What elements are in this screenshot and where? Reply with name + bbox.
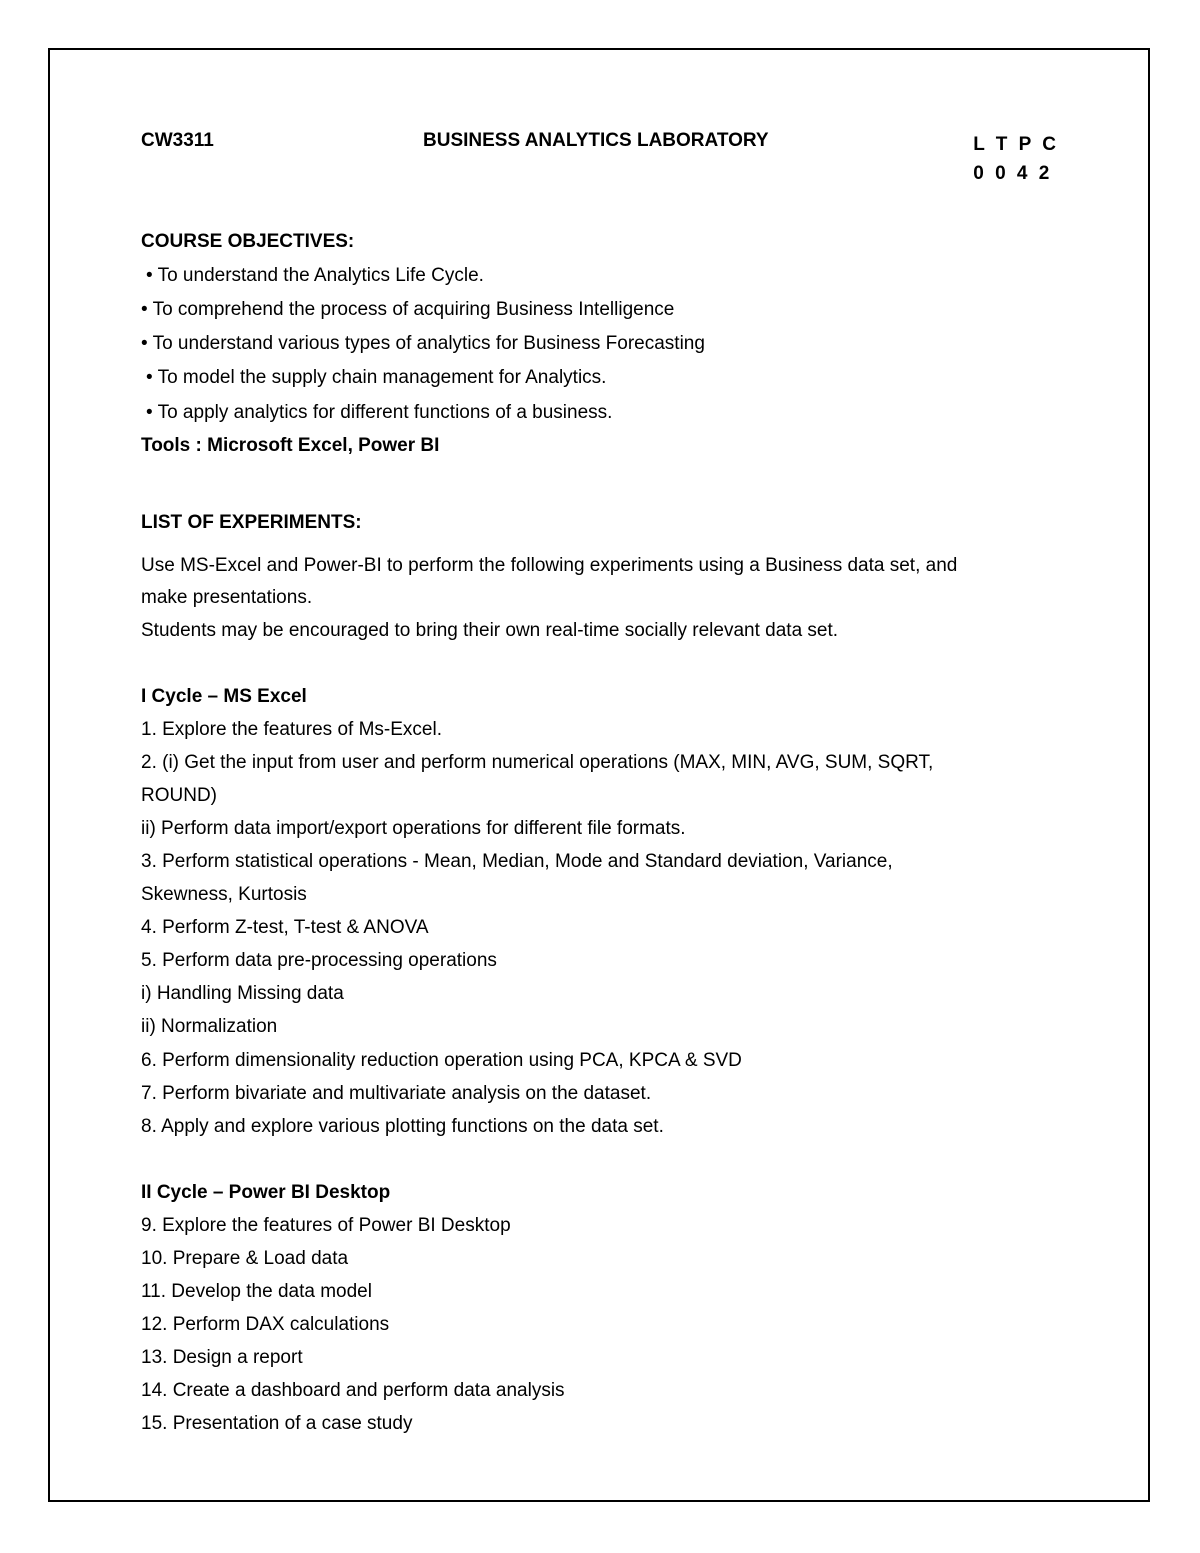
experiment-line: 8. Apply and explore various plotting functions on the data set. (141, 1116, 664, 1137)
experiments-intro: Students may be encouraged to bring their own real-time socially relevant data set. (141, 620, 839, 641)
experiment-line: 6. Perform dimensionality reduction operation using PCA, KPCA & SVD (141, 1050, 742, 1071)
ltpc-labels: L T P C (973, 134, 1059, 155)
tools-line: Tools : Microsoft Excel, Power BI (141, 435, 440, 456)
experiment-line: 9. Explore the features of Power BI Desktop (141, 1215, 511, 1236)
ltpc-block (973, 130, 1059, 188)
experiments-intro: make presentations. (141, 587, 313, 608)
experiment-line: 3. Perform statistical operations - Mean, Median, Mode and Standard deviation, Variance, (141, 851, 893, 872)
experiment-line: 13. Design a report (141, 1347, 303, 1368)
experiment-line: ii) Normalization (141, 1016, 278, 1037)
experiment-line: ii) Perform data import/export operations for different file formats. (141, 818, 686, 839)
objective-item: • To apply analytics for different functions of a business. (146, 402, 613, 423)
cycle1-heading: I Cycle – MS Excel (141, 686, 307, 707)
experiment-line: 10. Prepare & Load data (141, 1248, 349, 1269)
objective-item: • To understand various types of analytics for Business Forecasting (141, 333, 705, 354)
objective-item: • To model the supply chain management for Analytics. (146, 367, 607, 388)
experiment-line: 15. Presentation of a case study (141, 1413, 413, 1434)
experiment-line: 12. Perform DAX calculations (141, 1314, 390, 1335)
ltpc-values: 0 0 4 2 (973, 163, 1053, 184)
objectives-heading: COURSE OBJECTIVES: (141, 231, 355, 252)
objective-item: • To understand the Analytics Life Cycle. (146, 265, 484, 286)
objective-item: • To comprehend the process of acquiring Business Intelligence (141, 299, 675, 320)
course-title: BUSINESS ANALYTICS LABORATORY (423, 130, 769, 151)
experiment-line: 11. Develop the data model (141, 1281, 372, 1302)
experiment-line: ROUND) (141, 785, 217, 806)
experiments-heading: LIST OF EXPERIMENTS: (141, 512, 362, 533)
experiment-line: 4. Perform Z-test, T-test & ANOVA (141, 917, 429, 938)
experiment-line: 1. Explore the features of Ms-Excel. (141, 719, 442, 740)
experiments-intro: Use MS-Excel and Power-BI to perform the following experiments using a Business data set, and (141, 555, 958, 576)
experiment-line: 7. Perform bivariate and multivariate analysis on the dataset. (141, 1083, 652, 1104)
experiment-line: i) Handling Missing data (141, 983, 344, 1004)
experiment-line: 5. Perform data pre-processing operations (141, 950, 497, 971)
experiment-line: Skewness, Kurtosis (141, 884, 307, 905)
cycle2-heading: II Cycle – Power BI Desktop (141, 1182, 391, 1203)
course-code: CW3311 (141, 130, 214, 151)
experiment-line: 14. Create a dashboard and perform data analysis (141, 1380, 565, 1401)
experiment-line: 2. (i) Get the input from user and perform numerical operations (MAX, MIN, AVG, SUM, SQRT, (141, 752, 934, 773)
